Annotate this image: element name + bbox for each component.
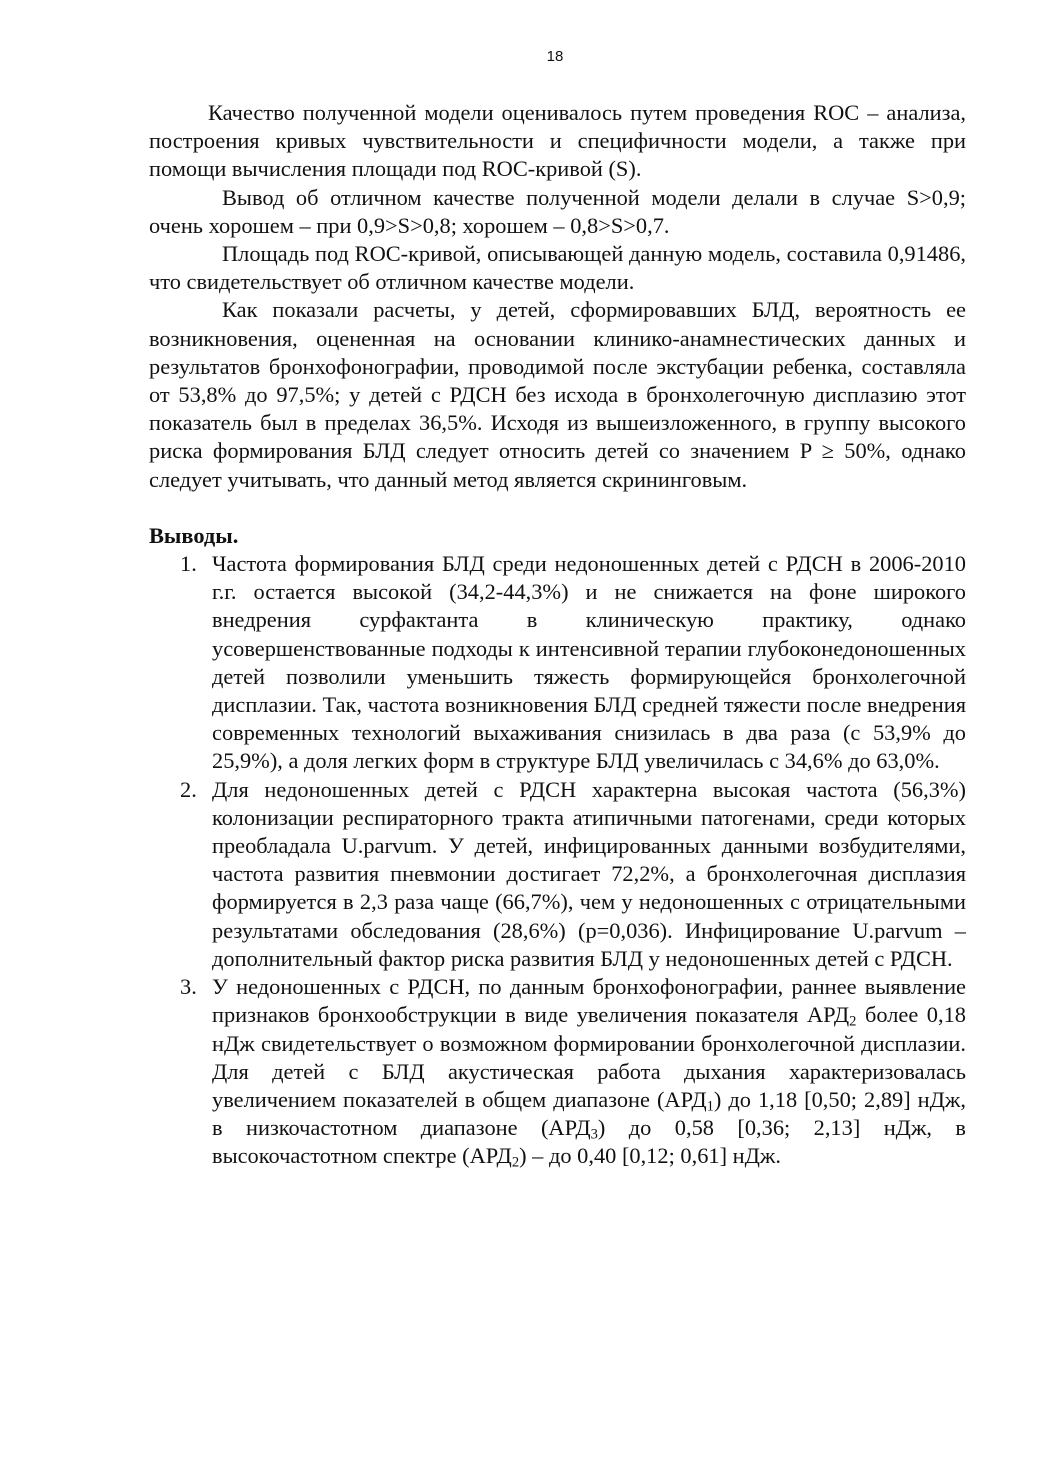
- text-segment: У недоношенных с РДСН, по данным бронхофонографии, раннее выявление признаков бронхообструкции в виде увеличения показателя АРД: [212, 974, 966, 1028]
- subscript: 2: [511, 1154, 520, 1171]
- conclusion-item-2: [149, 776, 966, 973]
- paragraph-roc-analysis: Качество полученной модели оценивалось путем проведения ROC – анализа, построения кривых чувствительности и специфичности модели, а также при помощи вычисления площади под ROC-кривой (S).: [149, 100, 966, 182]
- text-segment: ) – до 0,40 [0,12; 0,61] нДж.: [519, 1143, 781, 1169]
- page-number: 18: [546, 48, 564, 65]
- subscript: 3: [590, 1126, 598, 1143]
- text-segment: более 0,18 нДж свидетельствует о возможном формировании бронхолегочной дисплазии. Для детей с БЛД акустическая работа дыхания характеризовалась увеличением показателей в общем диапазоне (АРД: [212, 1002, 966, 1112]
- subscript: 2: [849, 1013, 857, 1030]
- list-number: 3.: [180, 974, 197, 1000]
- conclusion-item-3: [149, 973, 966, 1170]
- subscript: 1: [706, 1098, 714, 1115]
- conclusion-item-1: [149, 550, 966, 776]
- conclusions-heading: Выводы.: [149, 522, 239, 548]
- list-item-text: Частота формирования БЛД среди недоношенных детей с РДСН в 2006-2010 г.г. остается высокой (34,2-44,3%) и не снижается на фоне широкого внедрения сурфактанта в клиническую практику, однако усовершенствованные подходы к интенсивной терапии глубоконедоношенных детей позволили уменьшить тяжесть формирующейся бронхолегочной дисплазии. Так, частота возникновения БЛД средней тяжести после внедрения современных технологий выхаживания снизилась в два раза (с 53,9% до 25,9%), а доля легких форм в структуре БЛД увеличилась с 34,6% до 63,0%.: [212, 551, 966, 774]
- paragraph-roc-area: Площадь под ROC-кривой, описывающей данную модель, составила 0,91486, что свидетельствует об отличном качестве модели.: [149, 241, 966, 295]
- paragraph-calculations: Как показали расчеты, у детей, сформировавших БЛД, вероятность ее возникновения, оцененная на основании клинико-анамнестических данных и результатов бронхофонографии, проводимой после экстубации ребенка, составляла от 53,8% до 97,5%; у детей с РДСН без исхода в бронхолегочную дисплазию этот показатель был в пределах 36,5%. Исходя из вышеизложенного, в группу высокого риска формирования БЛД следует относить детей со значением P ≥ 50%, однако следует учитывать, что данный метод является скрининговым.: [149, 297, 966, 492]
- text-segment: ) до 0,58 [0,36; 2,13] нДж, в высокочастотном спектре (АРД: [212, 1115, 966, 1169]
- document-body: [149, 99, 966, 1171]
- paragraph-quality-criteria: Вывод об отличном качестве полученной модели делали в случае S>0,9; очень хорошем – при 0,9>S>0,8; хорошем – 0,8>S>0,7.: [149, 184, 966, 238]
- list-item-text: Для недоношенных детей с РДСН характерна высокая частота (56,3%) колонизации респираторного тракта атипичными патогенами, среди которых преобладала U.parvum. У детей, инфицированных данными возбудителями, частота развития пневмонии достигает 72,2%, а бронхолегочная дисплазия формируется в 2,3 раза чаще (66,7%), чем у недоношенных с отрицательными результатами обследования (28,6%) (p=0,036). Инфицирование U.parvum – дополнительный фактор риска развития БЛД у недоношенных детей с РДСН.: [212, 776, 966, 971]
- conclusions-list: [149, 550, 966, 1170]
- list-item-text: [212, 974, 966, 1171]
- list-number: 1.: [180, 551, 197, 577]
- text-segment: ) до 1,18 [0,50; 2,89] нДж, в низкочастотном диапазоне (АРД: [212, 1086, 966, 1141]
- list-number: 2.: [180, 776, 197, 802]
